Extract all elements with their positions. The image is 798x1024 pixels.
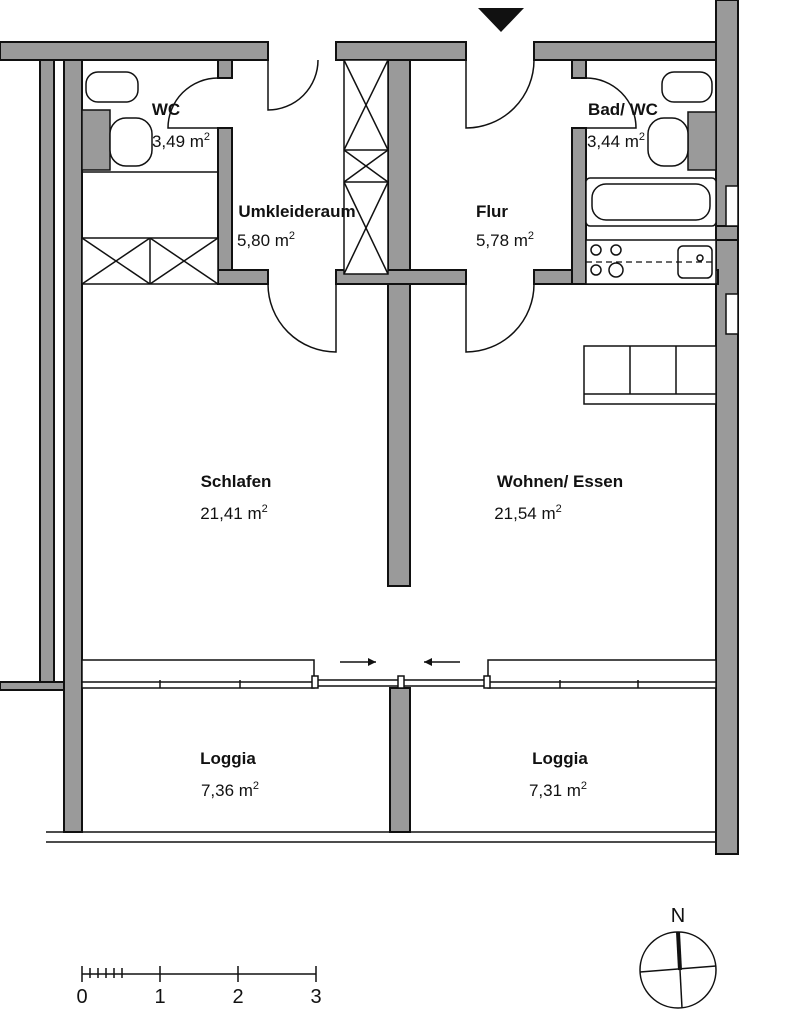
scale-label-0: 0 xyxy=(76,986,88,1008)
entrance-arrow xyxy=(478,8,524,32)
room-name-schlafen: Schlafen xyxy=(200,472,272,491)
room-area-loggia-right: 7,31 $m^2$ xyxy=(528,780,588,800)
north-arrow xyxy=(640,905,716,1008)
room-name-loggia-right: Loggia xyxy=(532,749,588,768)
scale-label-3: 3 xyxy=(310,986,322,1008)
room-area-schlafen: 21,41 $m^2$ xyxy=(200,503,268,523)
room-area-loggia-left: 7,36 $m^2$ xyxy=(200,780,260,800)
room-name-wohnen-essen: Wohnen/ Essen xyxy=(496,472,624,491)
room-name-umkleideraum: Umkleideraum xyxy=(238,202,356,221)
room-name-loggia-left: Loggia xyxy=(200,749,256,768)
north-label: N xyxy=(670,905,686,927)
scale-bar xyxy=(76,966,321,1008)
scale-label-1: 1 xyxy=(154,986,166,1008)
room-area-wohnen-essen: 21,54 $m^2$ xyxy=(494,503,562,523)
room-name-flur: Flur xyxy=(475,202,509,221)
scale-label-2: 2 xyxy=(232,986,244,1008)
room-name-bad-wc: Bad/ WC xyxy=(588,100,658,119)
room-area-umkleideraum: 5,80 $m^2$ xyxy=(236,230,296,250)
room-area-wc: 3,49 $m^2$ xyxy=(151,131,211,151)
room-area-bad-wc: 3,44 $m^2$ xyxy=(586,131,646,151)
room-name-wc: WC xyxy=(151,100,181,119)
room-area-flur: 5,78 $m^2$ xyxy=(475,230,535,250)
